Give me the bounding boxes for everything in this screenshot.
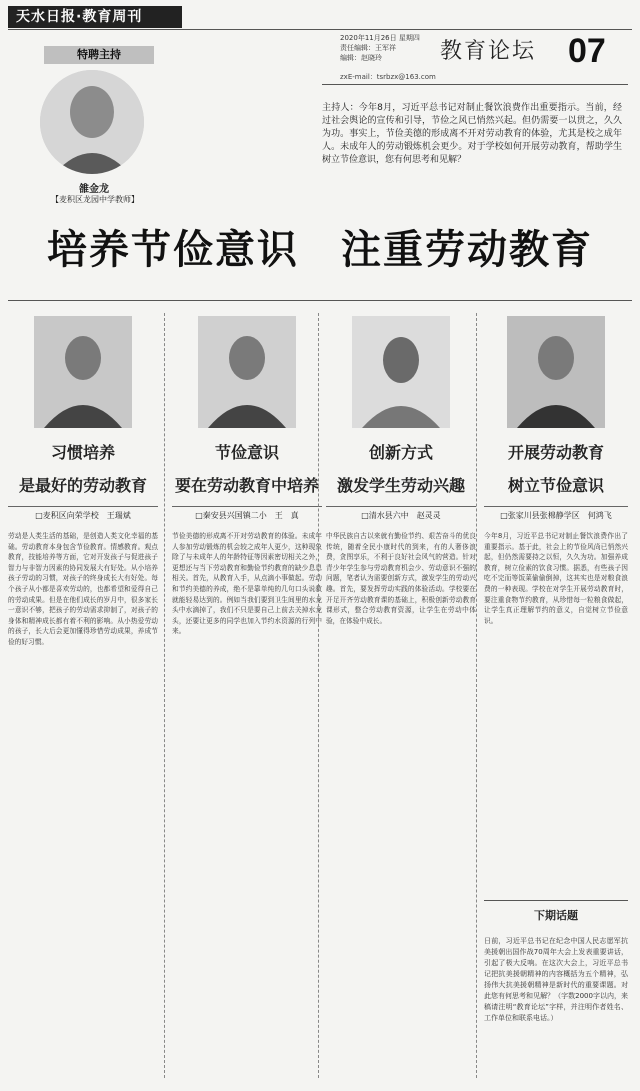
article-title-line1: 节俭意识 [214,443,279,462]
date-meta [340,33,420,63]
article-title-line2: 树立节俭意识 [507,476,604,495]
article-author: □清水县六中 赵灵灵 [326,506,476,521]
article-author: □秦安县兴国镇二小 王 真 [172,506,322,521]
article-col-1 [8,316,158,1091]
article-col-2 [172,316,322,1091]
article-body: 中华民族自古以来就有勤俭节约、艰苦奋斗的优良传统，随着全民小康时代的到来，有的人奢侈浪费，贪图享乐，不利于良好社会风气的营造。针对青少年学生参与劳动教育机会少、劳动意识不强的问题，笔者认为需要创新方式，激发学生的劳动兴趣。首先，要发挥劳动实践的体验活动。学校要在开足开齐劳动教育课的基础上，积极创新劳动教育课形式，整合劳动教育资源，让学生在劳动中体验，在体验中成长。 [326,532,476,625]
author-photo [352,316,450,428]
next-topic-title: 下期话题 [484,900,628,925]
contact-email[interactable]: zxE-mail：tsrbzx@163.com [340,73,436,81]
top-rule [8,29,632,30]
date-line: 2020年11月26日 星期四 [340,34,420,42]
email-rule [322,84,628,85]
editor-line: 责任编辑：王军祥 [340,44,396,52]
page-headline: 培养节俭意识 注重劳动教育 [47,226,593,273]
host-name: 雒金龙 [79,184,109,195]
article-title-line2: 要在劳动教育中培养 [174,476,319,495]
article-title-line2: 激发学生劳动兴趣 [336,476,465,495]
author-photo [198,316,296,428]
layout-line: 编辑：赵晓玲 [340,54,382,62]
author-photo [507,316,605,428]
column-divider [476,313,477,1078]
column-divider [164,313,165,1078]
article-col-3 [326,316,476,1091]
column-divider [318,313,319,1078]
article-body: 今年8月，习近平总书记对制止餐饮浪费作出了重要指示。基于此，社会上的节俭风尚已悄然兴起，但仍然需要持之以恒，久久为功。加强养成教育，树立俭素的饮食习惯。据悉，有些孩子因吃不完而等饭菜偷偷倒掉，这其实也是对粮食浪费的一种表现。学校在对学生开展劳动教育时，要注重食物节约教育，从珍惜每一粒粮食做起，让学生真正理解节约的意义，自觉树立节俭意识。 [484,532,628,625]
portrait-icon [507,316,605,428]
host-intro: 主持人：今年8月，习近平总书记对制止餐饮浪费作出重要指示。当前，经过社会舆论的宣传和引导，节俭之风已悄然兴起。但仍需要一以贯之，久久为功。事实上，节俭美德的形成离不开对劳动教育的体验，尤其是校之成年人。未成年人的劳动锻炼机会更少。对于学校如何开展劳动教育，帮助学生树立节俭意识，您有何思考和见解？ [322,103,622,165]
host-photo [40,70,144,174]
next-topic-body: 日前，习近平总书记在纪念中国人民志愿军抗美援朝出国作战70周年大会上发表重要讲话，引起了极大反响。在这次大会上，习近平总书记把抗美援朝精神的内容概括为五个精神，弘扬伟大抗美援朝精神是新时代的重要课题。对此您有何思考和见解？（字数2000字以内，来稿请注明“教育论坛”字样，并注明作者姓名、工作单位和联系电话。） [484,937,628,1022]
article-title-line1: 创新方式 [368,443,433,462]
headline-rule [8,300,632,301]
article-title-line1: 开展劳动教育 [507,443,604,462]
portrait-icon [352,316,450,428]
article-author: □张家川县张棉静学区 何鸿飞 [484,506,628,521]
masthead-label: 天水日报·教育周刊 [8,6,182,28]
section-title: 教育论坛 [440,39,537,64]
author-photo [34,316,132,428]
host-tag: 特聘主持 [44,46,154,64]
article-author: □麦积区向荣学校 王瑞斌 [8,506,158,521]
host-portrait-icon [40,70,144,174]
portrait-icon [198,316,296,428]
article-body: 节俭美德的形成离不开对劳动教育的体验。未成年人参加劳动锻炼的机会较之成年人更少，这种现象除了与未成年人的年龄特征等因素密切相关之外，更想还与当下劳动教育和勤俭节约教育的缺少息息相关。首先，从教育入手，从点滴小事做起。劳动和节约美德的养成，绝不是靠单纯的几句口头说教就能轻易达到的。例如当我们要到卫生间里的水龙头中水滴掉了，我们不只是要自己上前去关掉水龙头，还要让更多的同学也加入节约水资源的行列中来。 [172,532,322,636]
host-affiliation: 【麦积区龙园中学教师】 [51,195,139,204]
page-number: 07 [568,32,606,70]
article-title-line1: 习惯培养 [50,443,115,462]
article-body: 劳动是人类生活的基础，是创造人类文化幸福的基础。劳动教育本身包含节俭教育。情感教育。观点教育，技能培养等方面，它对开发孩子与促进孩子智力与非智力因素的协同发展大有好处。从小培养孩子劳动的习惯，对孩子的终身成长大有好处。每个孩子从小都是喜欢劳动的，也都希望和爱得自己的劳动成果。但是在他们成长的岁月中，很多家长一意识不够，把孩子的劳动需求抑制了，对孩子的身体和精神成长都有着不利的影响。从小热爱劳动的孩子，长大后会更加懂得珍惜劳动成果，养成节俭的好习惯。 [8,532,158,646]
portrait-icon [34,316,132,428]
article-col-4 [484,316,628,901]
article-title-line2: 是最好的劳动教育 [18,476,147,495]
